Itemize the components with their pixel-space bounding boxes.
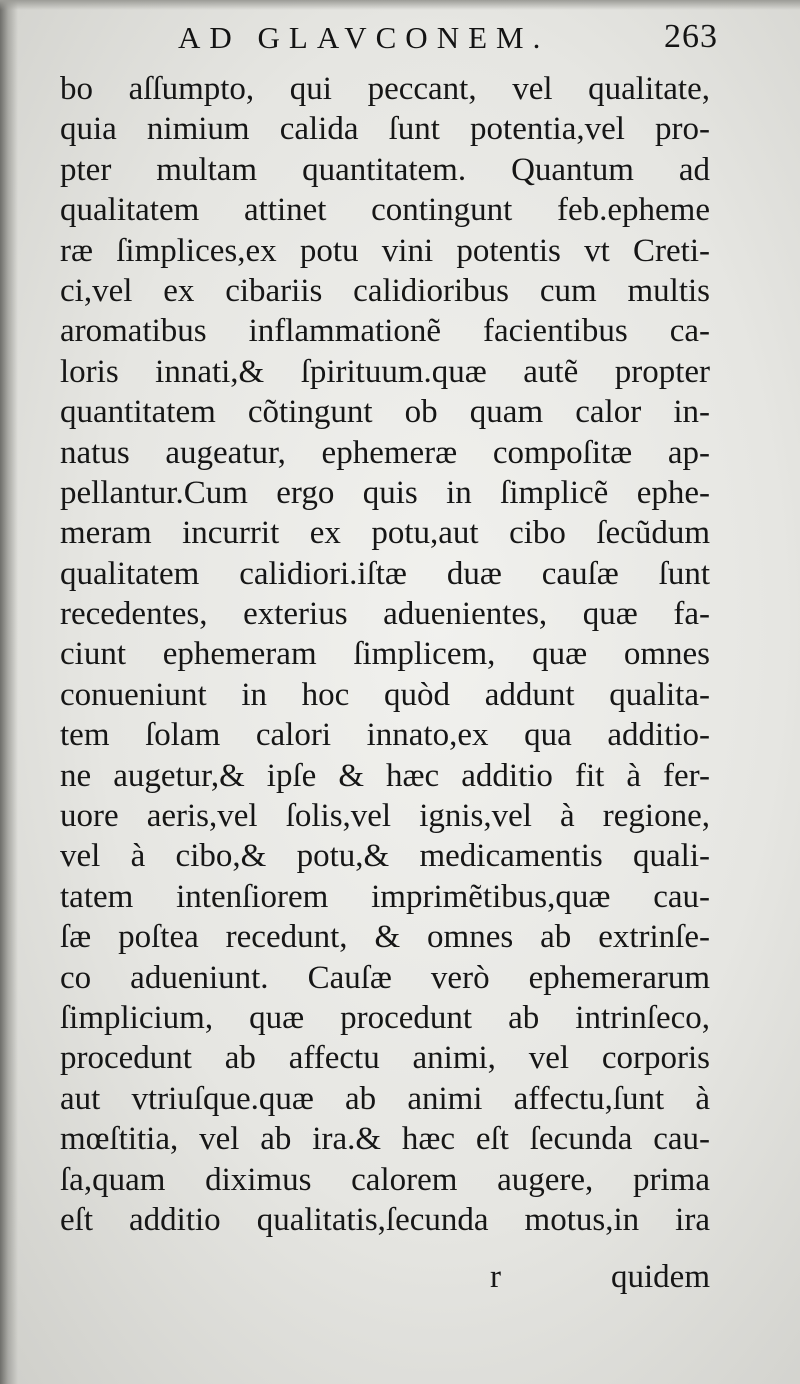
text-line: conueniunt in hoc quòd addunt qualita- xyxy=(60,676,710,713)
text-line: uore aeris,vel ſolis,vel ignis,vel à regione, xyxy=(60,798,710,835)
text-line: vel à cibo,& potu,& medicamentis quali- xyxy=(60,838,710,875)
text-line: ſæ poſtea recedunt, & omnes ab extrinſe- xyxy=(60,919,710,956)
text-line: tatem intenſiorem imprimẽtibus,quæ cau- xyxy=(60,878,710,915)
text-line: eſt additio qualitatis,ſecunda motus,in ira xyxy=(60,1201,710,1238)
text-line: quia nimium calida ſunt potentia,vel pro- xyxy=(60,111,710,148)
text-line: tem ſolam calori innato,ex qua additio- xyxy=(60,717,710,754)
page-top-shadow xyxy=(0,0,800,10)
text-line: meram incurrit ex potu,aut cibo ſecũdum xyxy=(60,515,710,552)
text-line: ſimplicium, quæ procedunt ab intrinſeco, xyxy=(60,999,710,1036)
text-line: co adueniunt. Cauſæ verò ephemerarum xyxy=(60,959,710,996)
page-gutter-shadow xyxy=(0,0,18,1384)
signature-mark: r xyxy=(490,1259,501,1295)
text-line: pellantur.Cum ergo quis in ſimplicẽ ephe- xyxy=(60,474,710,511)
page-number: 263 xyxy=(664,18,718,55)
text-line: qualitatem calidiori.iſtæ duæ cauſæ ſunt xyxy=(60,555,710,592)
text-line: recedentes, exterius aduenientes, quæ fa- xyxy=(60,596,710,633)
text-line: pter multam quantitatem. Quantum ad xyxy=(60,151,710,188)
text-line: procedunt ab affectu animi, vel corporis xyxy=(60,1040,710,1077)
text-line: ci,vel ex cibariis calidioribus cum multis xyxy=(60,272,710,309)
text-line: aut vtriuſque.quæ ab animi affectu,ſunt à xyxy=(60,1080,710,1117)
text-line: aromatibus inflammationẽ facientibus ca- xyxy=(60,313,710,350)
text-line: qualitatem attinet contingunt feb.epheme xyxy=(60,192,710,229)
text-line: ne augetur,& ipſe & hæc additio fit à fer- xyxy=(60,757,710,794)
text-line: ſa,quam diximus calorem augere, prima xyxy=(60,1161,710,1198)
body-text xyxy=(60,69,710,1240)
text-line: ciunt ephemeram ſimplicem, quæ omnes xyxy=(60,636,710,673)
catchline xyxy=(60,1257,710,1297)
text-line: ræ ſimplices,ex potu vini potentis vt Creti- xyxy=(60,232,710,269)
catchword: quidem xyxy=(611,1259,710,1295)
text-line: natus augeatur, ephemeræ compoſitæ ap- xyxy=(60,434,710,471)
text-line: mœſtitia, vel ab ira.& hæc eſt ſecunda cau- xyxy=(60,1121,710,1158)
text-line: quantitatem cõtingunt ob quam calor in- xyxy=(60,394,710,431)
text-line: loris innati,& ſpirituum.quæ autẽ propter xyxy=(60,353,710,390)
page-header xyxy=(0,18,800,62)
text-line: bo aſſumpto, qui peccant, vel qualitate, xyxy=(60,71,710,107)
running-head: AD GLAVCONEM. xyxy=(178,20,550,55)
